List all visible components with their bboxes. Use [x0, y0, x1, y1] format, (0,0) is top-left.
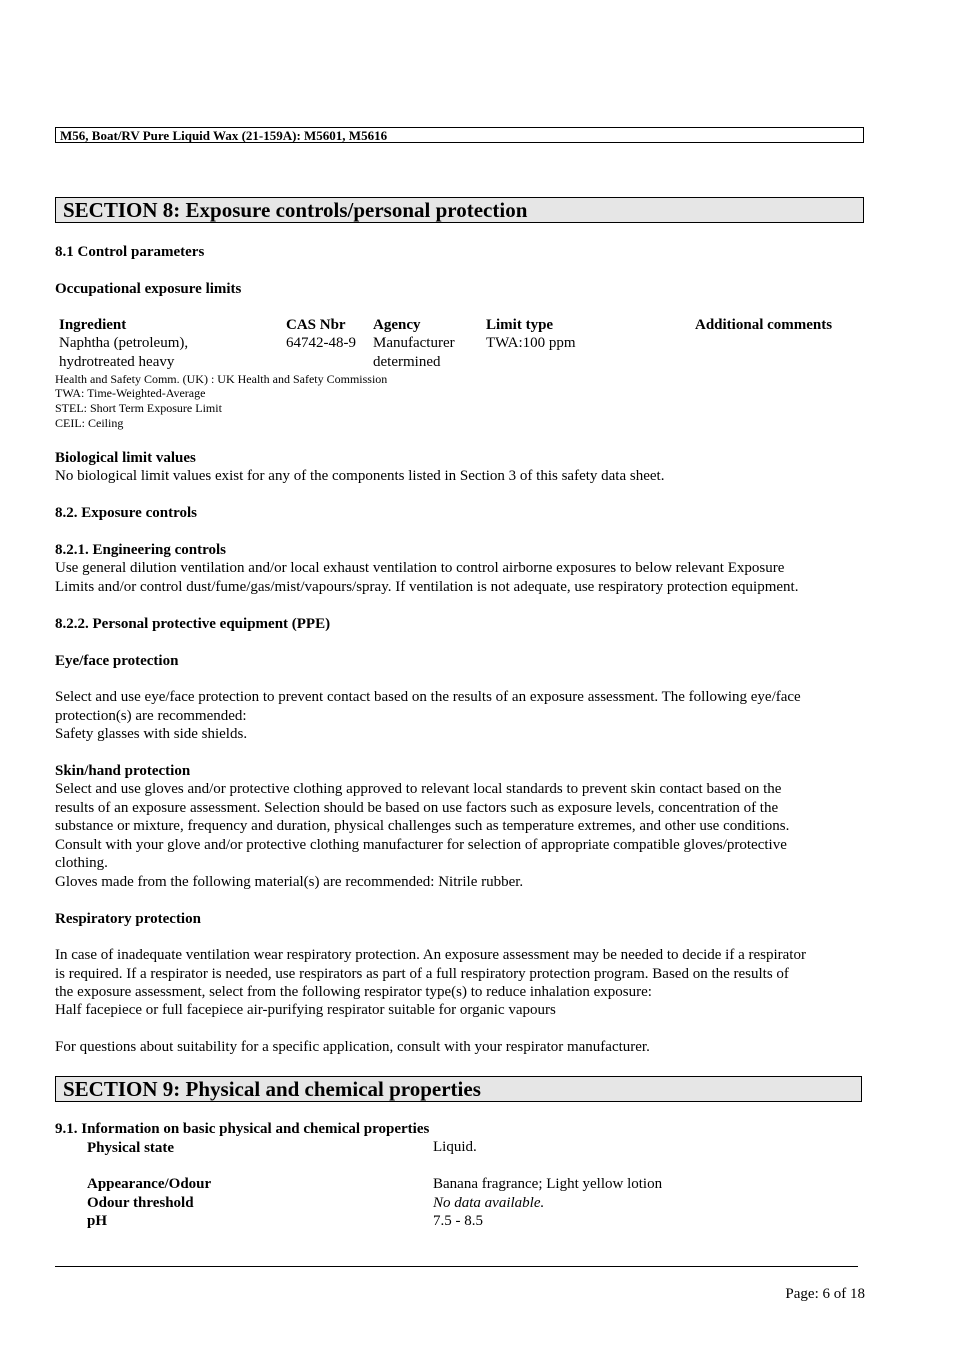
resp-text-line3: the exposure assessment, select from the following respirator type(s) to reduce inhalation exposure:: [55, 984, 652, 1000]
col-header-comments: Additional comments: [695, 317, 833, 333]
eye-text-line3: Safety glasses with side shields.: [55, 726, 248, 742]
ppe-heading: 8.2.2. Personal protective equipment (PPE): [55, 616, 331, 632]
prop-value-ph: 7.5 - 8.5: [433, 1213, 483, 1229]
prop-value-physical-state: Liquid.: [433, 1139, 477, 1155]
cell-agency-line1: Manufacturer: [373, 335, 455, 351]
prop-label-appearance: Appearance/Odour: [87, 1176, 212, 1192]
col-header-cas: CAS Nbr: [286, 317, 346, 333]
prop-label-physical-state: Physical state: [87, 1140, 175, 1156]
note-hsc: Health and Safety Comm. (UK) : UK Health and Safety Commission: [55, 372, 388, 386]
eye-text-line2: protection(s) are recommended:: [55, 708, 247, 724]
prop-value-odour-threshold: No data available.: [433, 1195, 545, 1211]
resp-text-line1: In case of inadequate ventilation wear respiratory protection. An exposure assessment may be needed to decide if a respirator: [55, 947, 806, 963]
engineering-controls-heading: 8.2.1. Engineering controls: [55, 542, 226, 558]
engineering-text-line2: Limits and/or control dust/fume/gas/mist/vapours/spray. If ventilation is not adequate, use respiratory protection equipment.: [55, 579, 799, 595]
page-number: Page: 6 of 18: [785, 1286, 865, 1302]
skin-text-line1: Select and use gloves and/or protective clothing approved to relevant local standards to prevent skin contact based on the: [55, 781, 782, 797]
section-8-title: SECTION 8: Exposure controls/personal protection: [55, 197, 864, 223]
note-ceil: CEIL: Ceiling: [55, 416, 124, 430]
cell-ingredient-line2: hydrotreated heavy: [59, 354, 175, 370]
resp-note: For questions about suitability for a specific application, consult with your respirator manufacturer.: [55, 1039, 650, 1055]
eye-text-line1: Select and use eye/face protection to prevent contact based on the results of an exposure assessment. The following eye/face: [55, 689, 801, 705]
skin-text-line6: Gloves made from the following material(s) are recommended: Nitrile rubber.: [55, 874, 524, 890]
control-parameters-heading: 8.1 Control parameters: [55, 244, 205, 260]
resp-text-line4: Half facepiece or full facepiece air-purifying respirator suitable for organic vapours: [55, 1002, 556, 1018]
section-9-title: SECTION 9: Physical and chemical properties: [55, 1076, 862, 1102]
respiratory-protection-heading: Respiratory protection: [55, 911, 201, 927]
cell-agency-line2: determined: [373, 354, 441, 370]
exposure-controls-heading: 8.2. Exposure controls: [55, 505, 197, 521]
bio-limits-heading: Biological limit values: [55, 450, 196, 466]
col-header-ingredient: Ingredient: [59, 317, 127, 333]
note-stel: STEL: Short Term Exposure Limit: [55, 401, 222, 415]
engineering-text-line1: Use general dilution ventilation and/or local exhaust ventilation to control airborne exposures to below relevant Exposure: [55, 560, 785, 576]
footer-divider: [55, 1266, 858, 1267]
skin-text-line4: Consult with your glove and/or protective clothing manufacturer for selection of appropriate compatible gloves/protective: [55, 837, 787, 853]
prop-label-ph: pH: [87, 1213, 108, 1229]
eye-protection-heading: Eye/face protection: [55, 653, 179, 669]
cell-cas: 64742-48-9: [286, 335, 356, 351]
oel-heading: Occupational exposure limits: [55, 281, 242, 297]
document-header: M56, Boat/RV Pure Liquid Wax (21-159A): M5601, M5616: [55, 127, 864, 143]
prop-label-odour-threshold: Odour threshold: [87, 1195, 194, 1211]
cell-limit: TWA:100 ppm: [486, 335, 576, 351]
prop-value-appearance: Banana fragrance; Light yellow lotion: [433, 1176, 663, 1192]
resp-text-line2: is required. If a respirator is needed, use respirators as part of a full respiratory protection program. Based on the results of: [55, 966, 789, 982]
cell-ingredient-line1: Naphtha (petroleum),: [59, 335, 189, 351]
col-header-limit-type: Limit type: [486, 317, 554, 333]
basic-properties-heading: 9.1. Information on basic physical and chemical properties: [55, 1121, 430, 1137]
note-twa: TWA: Time-Weighted-Average: [55, 386, 206, 400]
skin-text-line3: substance or mixture, frequency and duration, physical challenges such as temperature extremes, and other use conditions.: [55, 818, 790, 834]
skin-text-line2: results of an exposure assessment. Selection should be based on use factors such as exposure levels, concentration of the: [55, 800, 779, 816]
skin-text-line5: clothing.: [55, 855, 108, 871]
skin-protection-heading: Skin/hand protection: [55, 763, 191, 779]
bio-limits-text: No biological limit values exist for any of the components listed in Section 3 of this safety data sheet.: [55, 468, 665, 484]
col-header-agency: Agency: [373, 317, 421, 333]
